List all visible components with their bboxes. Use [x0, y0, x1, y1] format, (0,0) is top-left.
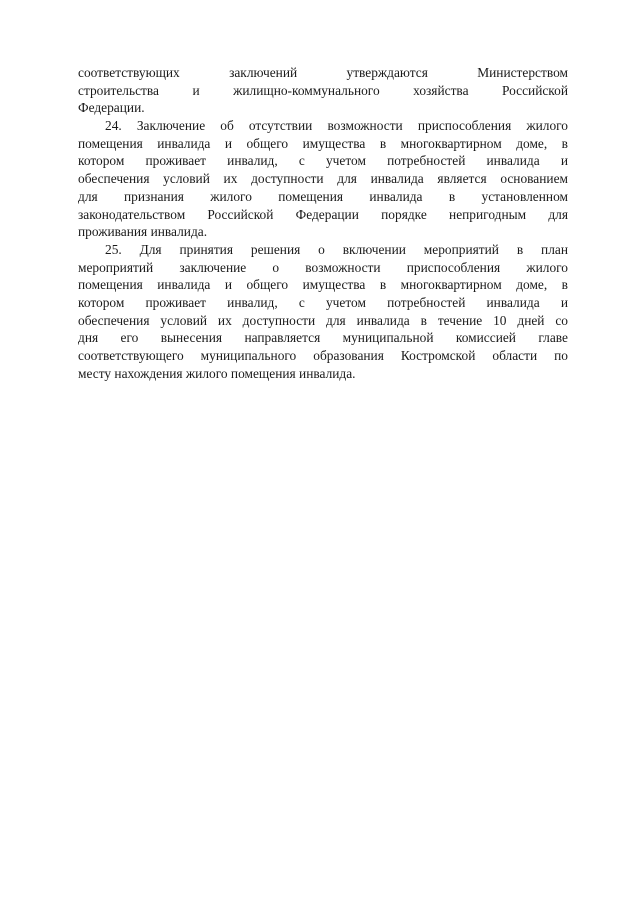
text-line: помещения инвалида и общего имущества в многоквартирном доме, в: [78, 277, 568, 293]
text-line: обеспечения условий их доступности для инвалида в течение 10 дней со: [78, 312, 568, 328]
paragraph-24: [78, 117, 568, 241]
text-line: котором проживает инвалид, с учетом потребностей инвалида и: [78, 294, 568, 310]
paragraph-25: [78, 241, 568, 383]
document-body: [78, 64, 568, 382]
text-line: помещения инвалида и общего имущества в многоквартирном доме, в: [78, 135, 568, 151]
text-line: Федерации.: [78, 100, 145, 116]
text-line: для признания жилого помещения инвалида в установленном: [78, 188, 568, 204]
text-line: строительства и жилищно-коммунального хозяйства Российской: [78, 82, 568, 98]
text-line: дня его вынесения направляется муниципальной комиссией главе: [78, 330, 568, 346]
text-line: мероприятий заключение о возможности приспособления жилого: [78, 259, 568, 275]
text-line: обеспечения условий их доступности для инвалида является основанием: [78, 171, 568, 187]
text-line: соответствующих заключений утверждаются Министерством: [78, 65, 568, 80]
text-line: котором проживает инвалид, с учетом потребностей инвалида и: [78, 153, 568, 169]
text-line: 25. Для принятия решения о включении мероприятий в план: [105, 241, 568, 257]
text-line: месту нахождения жилого помещения инвалида.: [78, 365, 356, 381]
paragraph-continuation: [78, 64, 568, 117]
text-line: 24. Заключение об отсутствии возможности приспособления жилого: [105, 118, 568, 134]
text-line: законодательством Российской Федерации порядке непригодным для: [78, 206, 568, 222]
text-line: соответствующего муниципального образования Костромской области по: [78, 348, 568, 363]
text-line: проживания инвалида.: [78, 224, 208, 240]
